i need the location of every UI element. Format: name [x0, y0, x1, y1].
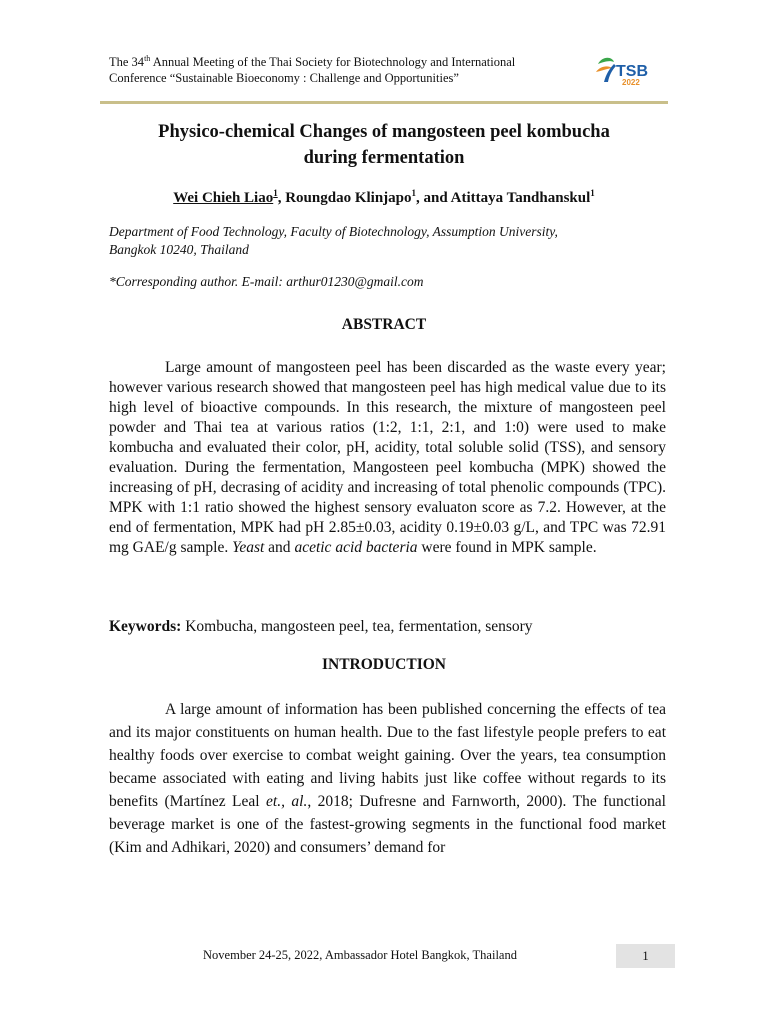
- keywords-text: Kombucha, mangosteen peel, tea, fermentation, sensory: [181, 618, 533, 635]
- header-line-1: [109, 54, 579, 70]
- author-2-affil: 1: [411, 188, 417, 198]
- logo-year: 2022: [622, 78, 640, 87]
- author-2: , Roungdao Klinjapo: [277, 190, 412, 206]
- footer-text: November 24-25, 2022, Ambassador Hotel Bangkok, Thailand: [203, 948, 517, 962]
- tsb-logo: [592, 50, 652, 90]
- introduction-paragraph: [109, 698, 666, 859]
- conference-header: [109, 54, 579, 86]
- affiliation-line-1: Department of Food Technology, Faculty of Biotechnology, Assumption University,: [109, 224, 558, 239]
- introduction-heading: INTRODUCTION: [321, 656, 446, 673]
- abstract-and: and: [264, 539, 295, 556]
- author-1: Wei Chieh Liao: [173, 190, 274, 206]
- logo-text: TSB: [616, 63, 648, 80]
- author-3-affil: 1: [590, 188, 595, 198]
- corresponding-author: *Corresponding author. E-mail: arthur01230@gmail.com: [109, 274, 424, 289]
- author-3: , and Atittaya Tandhanskul: [416, 190, 591, 206]
- author-list: [100, 188, 668, 207]
- abstract-paragraph: [109, 358, 666, 558]
- affiliation: [109, 223, 669, 259]
- header-line-1-pre: The 34: [109, 55, 145, 69]
- abstract-yeast: Yeast: [232, 539, 265, 556]
- introduction-text-end: , 2018; Dufresne and Farnworth, 2000). The functional beverage market is one of the fastest-growing segments in the functional food market (Kim and Adhikari, 2020) and consumers’ demand for: [109, 793, 666, 856]
- page-number: 1: [616, 944, 675, 968]
- abstract-bacteria: acetic acid bacteria: [294, 539, 418, 556]
- author-1-affil: 1: [273, 188, 278, 198]
- affiliation-line-2: Bangkok 10240, Thailand: [109, 242, 249, 257]
- header-superscript: th: [144, 53, 151, 63]
- title-line-2: during fermentation: [303, 148, 465, 168]
- abstract-heading: ABSTRACT: [341, 316, 427, 333]
- title-line-1: Physico-chemical Changes of mangosteen peel kombucha: [158, 122, 610, 142]
- keywords: [109, 618, 669, 636]
- abstract-tail: were found in MPK sample.: [417, 539, 597, 556]
- introduction-text-start: A large amount of information has been published concerning the effects of tea and its major constituents on human health. Due to the fast lifestyle people prefers to eat healthy foods over exercise to combat weight gaining. Over the years, tea consumption became associated with eating and living habits just like coffee without regards to its benefits (Martínez Leal: [109, 701, 666, 810]
- header-divider: [100, 101, 668, 104]
- paper-title: [100, 119, 668, 171]
- abstract-text: Large amount of mangosteen peel has been discarded as the waste every year; however various research showed that mangosteen peel has high medical value due to its high level of bioactive compounds. In this research, the mixture of mangosteen peel powder and Thai tea at various ratios (1:2, 1:1, 2:1, and 1:0) were used to make kombucha and evaluated their color, pH, acidity, total soluble solid (TSS), and sensory evaluation. During the fermentation, Mangosteen peel kombucha (MPK) showed the increasing of pH, decrasing of acidity and increasing of total phenolic compounds (TPC). MPK with 1:1 ratio showed the highest sensory evaluaton score as 7.2. However, at the end of fermentation, MPK had pH 2.85±0.03, acidity 0.19±0.03 g/L, and TPC was 72.91 mg GAE/g sample.: [109, 359, 666, 556]
- header-line-1-post: Annual Meeting of the Thai Society for Biotechnology and International: [150, 55, 516, 69]
- header-line-2: Conference “Sustainable Bioeconomy : Challenge and Opportunities”: [109, 71, 459, 85]
- introduction-et-al: et., al.: [266, 793, 308, 810]
- keywords-label: Keywords:: [109, 618, 182, 635]
